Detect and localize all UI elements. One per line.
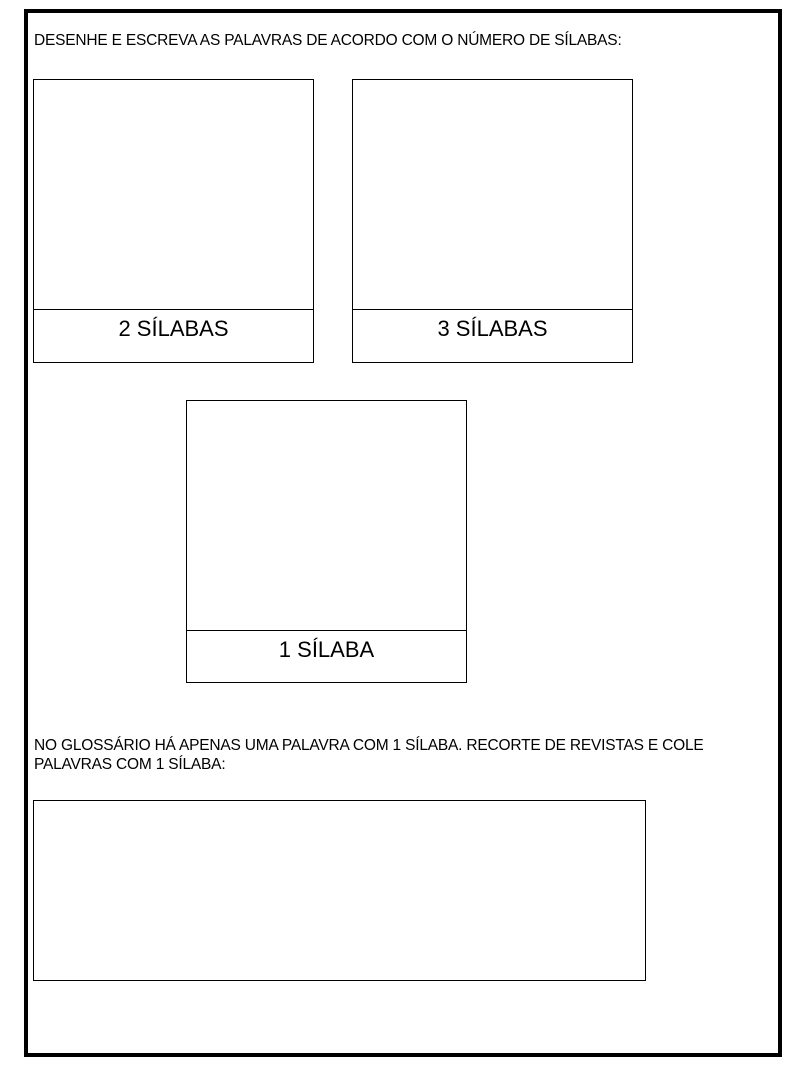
drawing-area-2-syllables[interactable] — [34, 80, 313, 310]
paste-words-area[interactable] — [33, 800, 646, 981]
drawing-box-2-syllables — [33, 79, 314, 363]
instruction-cut-and-paste: NO GLOSSÁRIO HÁ APENAS UMA PALAVRA COM 1 SÍLABA. RECORTE DE REVISTAS E COLE PALAVRAS COM 1 SÍLABA: — [34, 737, 704, 773]
caption-3-syllables: 3 SÍLABAS — [437, 316, 548, 341]
caption-1-syllable: 1 SÍLABA — [278, 637, 375, 662]
caption-2-syllables: 2 SÍLABAS — [118, 316, 229, 341]
instruction-draw-words: DESENHE E ESCREVA AS PALAVRAS DE ACORDO COM O NÚMERO DE SÍLABAS: — [34, 32, 622, 49]
drawing-area-1-syllable[interactable] — [187, 401, 466, 631]
drawing-area-3-syllables[interactable] — [353, 80, 632, 310]
drawing-box-3-syllables — [352, 79, 633, 363]
drawing-box-1-syllable — [186, 400, 467, 683]
